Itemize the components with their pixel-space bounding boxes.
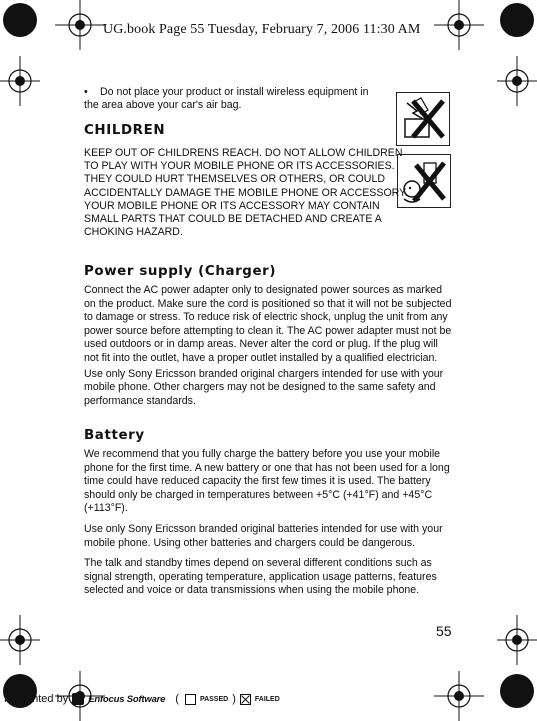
crosshair-mark-left-bottom <box>0 615 40 665</box>
battery-paragraph: Use only Sony Ericsson branded original batteries intended for use with your mobile phone. Using other batteries and chargers could be dangerous. <box>84 522 443 549</box>
close-paren: ) <box>232 693 236 705</box>
charger-paragraph: Use only Sony Ericsson branded original chargers intended for use with your mobile phone. Other chargers may not be designed to the same safety and performance standards. <box>84 367 444 407</box>
airbag-bullet <box>84 86 384 112</box>
charger-section <box>84 264 454 408</box>
failed-label: FAILED <box>254 695 280 703</box>
battery-section <box>84 428 454 598</box>
registration-mark-top-right <box>497 0 537 60</box>
preflight-prefix: Prelighted by <box>4 693 69 705</box>
registration-mark-top-left <box>0 0 60 60</box>
children-heading: CHILDREN <box>84 123 166 138</box>
passed-label: PASSED <box>199 695 229 703</box>
bullet-marker: • <box>84 86 88 98</box>
crosshair-mark-right-top <box>497 56 537 106</box>
enfocus-logo-icon <box>72 693 84 705</box>
preflight-footer <box>4 693 280 705</box>
page-number: 55 <box>436 623 452 639</box>
battery-heading: Battery <box>84 428 145 443</box>
crosshair-mark-left-top <box>0 56 40 106</box>
charger-heading: Power supply (Charger) <box>84 264 277 279</box>
page-content <box>84 86 454 597</box>
crosshair-mark-bottom-center-right <box>434 671 484 721</box>
registration-mark-bottom-right <box>497 661 537 721</box>
open-paren: ( <box>175 693 179 705</box>
passed-checkbox-icon <box>185 694 196 705</box>
airbag-warning-text: Do not place your product or install wireless equipment in the area above your car's air bag. <box>84 86 369 111</box>
battery-paragraph: We recommend that you fully charge the battery before you use your mobile phone for the first time. A new battery or one that has not been used for a long time could have reduced capacity the first few times it is used. The battery should only be charged in temperatures between +5°C (+41°F) and +45°C (+113°F). <box>84 448 450 515</box>
registration-mark-bottom-left <box>0 661 40 721</box>
crosshair-mark-top-center-right <box>434 0 484 50</box>
preflight-brand: Enfocus Software <box>88 693 166 705</box>
crosshair-mark-right-bottom <box>497 615 537 665</box>
battery-paragraph: The talk and standby times depend on several different conditions such as signal strength, operating temperature, application usage patterns, features selected and voice or data transmissions when using the mobile phone. <box>84 557 437 597</box>
crosshair-mark-top-center-left <box>55 0 105 50</box>
page-header: UG.book Page 55 Tuesday, February 7, 2006 11:30 AM <box>103 22 421 37</box>
failed-checkbox-icon <box>240 694 251 705</box>
charger-paragraph: Connect the AC power adapter only to designated power sources as marked on the product. Make sure the cord is positioned so that it will not be subjected to damage or stress. To reduce risk of electric shock, unplug the unit from any power source before attempting to clean it. The AC power adapter must not be used outdoors or in damp areas. Never alter the cord or plug. If the plug will not fit into the outlet, have a proper outlet installed by a qualified electrician. <box>84 284 452 364</box>
children-warning-text: KEEP OUT OF CHILDRENS REACH. DO NOT ALLOW CHILDREN TO PLAY WITH YOUR MOBILE PHONE OR ITS ACCESSORIES. THEY COULD HURT THEMSELVES OR OTHERS, OR COULD ACCIDENTALLY DAMAGE THE MOBILE PHONE OR ACCESSORY. YOUR MOBILE PHONE OR ITS ACCESSORY MAY CONTAIN SMALL PARTS THAT COULD BE DETACHED AND CREATE A CHOKING HAZARD. <box>84 147 408 239</box>
